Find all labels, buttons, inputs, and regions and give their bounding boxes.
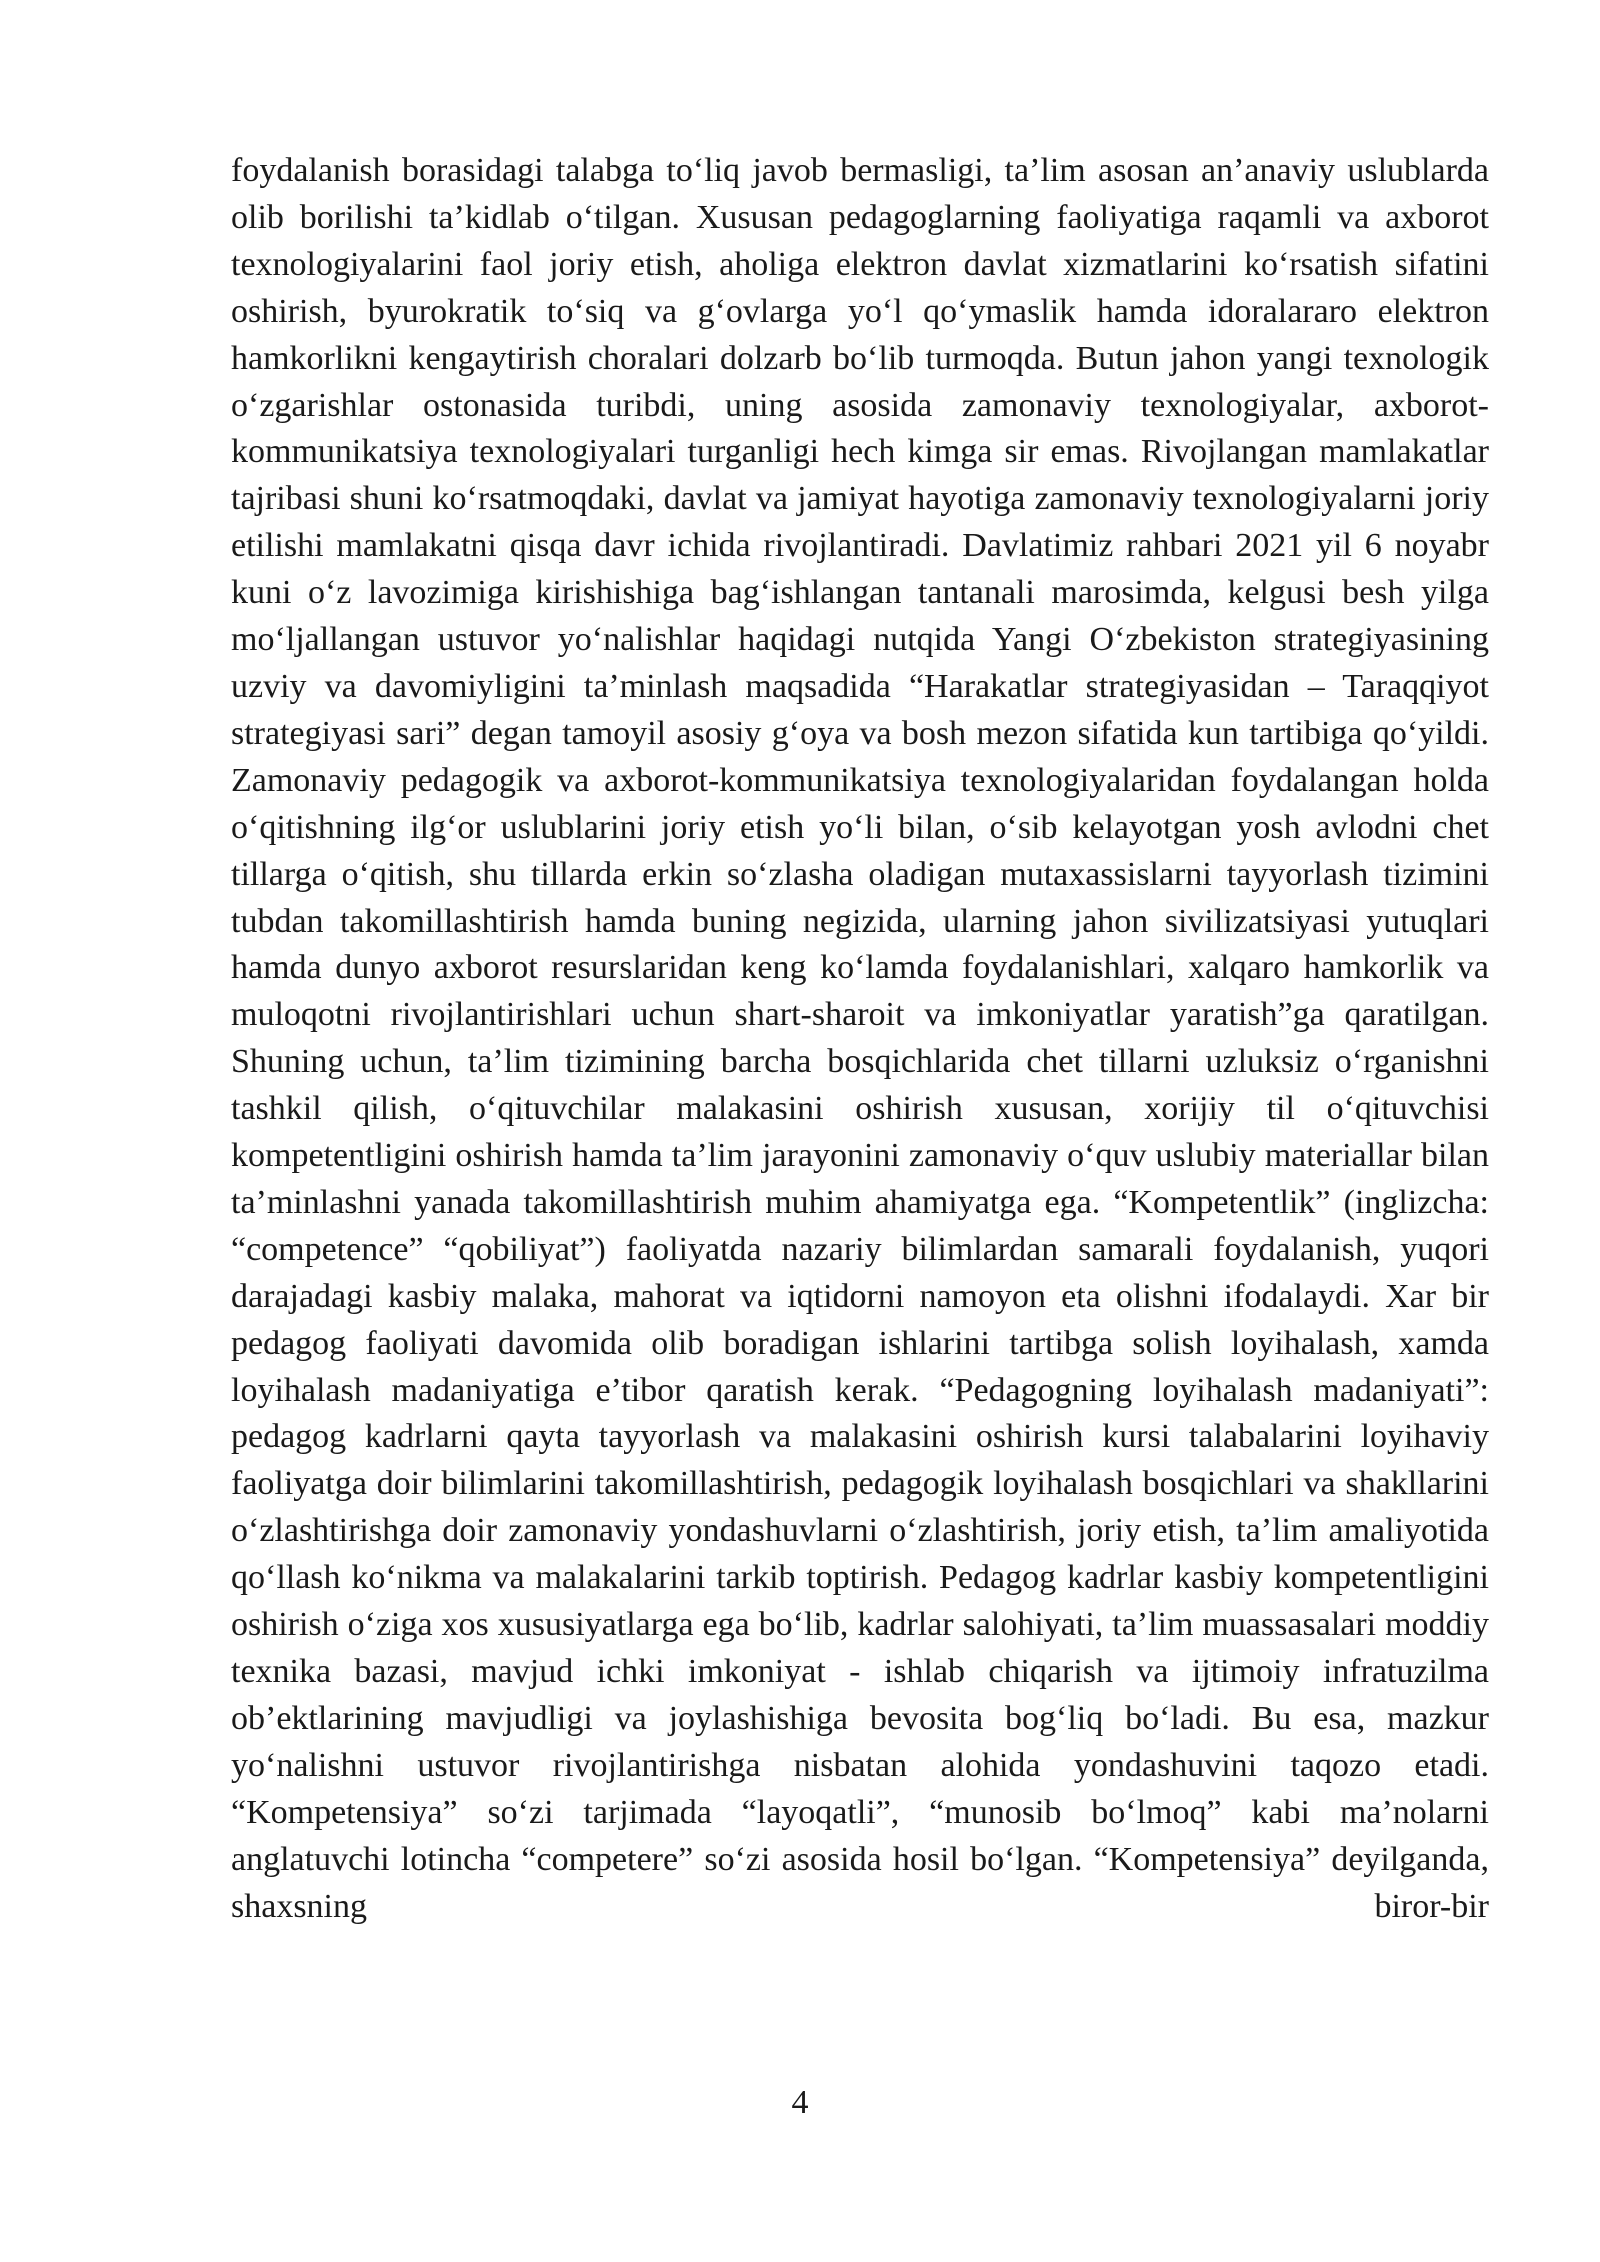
body-paragraph: foydalanish borasidagi talabga to‘liq javob bermasligi, ta’lim asosan an’anaviy uslublarda olib borilishi ta’kidlab o‘tilgan. Xususan pedagoglarning faoliyatiga raqamli va axborot texnologiyalarini faol joriy etish, aholiga elektron davlat xizmatlarini ko‘rsatish sifatini oshirish, byurokratik to‘siq va g‘ovlarga yo‘l qo‘ymaslik hamda idoralararo elektron hamkorlikni kengaytirish choralari dolzarb bo‘lib turmoqda. Butun jahon yangi texnologik o‘zgarishlar ostonasida turibdi, uning asosida zamonaviy texnologiyalar, axborot-kommunikatsiya texnologiyalari turganligi hech kimga sir emas. Rivojlangan mamlakatlar tajribasi shuni ko‘rsatmoqdaki, davlat va jamiyat hayotiga zamonaviy texnologiyalarni joriy etilishi mamlakatni qisqa davr ichida rivojlantiradi. Davlatimiz rahbari 2021 yil 6 noyabr kuni o‘z lavozimiga kirishishiga bag‘ishlangan tantanali marosimda, kelgusi besh yilga mo‘ljallangan ustuvor yo‘nalishlar haqidagi nutqida Yangi O‘zbekiston strategiyasining uzviy va davomiyligini ta’minlash maqsadida “Harakatlar strategiyasidan – Taraqqiyot strategiyasi sari” degan tamoyil asosiy g‘oya va bosh mezon sifatida kun tartibiga qo‘yildi. Zamonaviy pedagogik va axborot-kommunikatsiya texnologiyalaridan foydalangan holda o‘qitishning ilg‘or uslublarini joriy etish yo‘li bilan, o‘sib kelayotgan yosh avlodni chet tillarga o‘qitish, shu tillarda erkin so‘zlasha oladigan mutaxassislarni tayyorlash tizimini tubdan takomillashtirish hamda buning negizida, ularning jahon sivilizatsiyasi yutuqlari hamda dunyo axborot resurslaridan keng ko‘lamda foydalanishlari, xalqaro hamkorlik va muloqotni rivojlantirishlari uchun shart-sharoit va imkoniyatlar yaratish”ga qaratilgan. Shuning uchun, ta’lim tizimining barcha bosqichlarida chet tillarni uzluksiz o‘rganishni tashkil qilish, o‘qituvchilar malakasini oshirish xususan, xorijiy til o‘qituvchisi kompetentligini oshirish hamda ta’lim jarayonini zamonaviy o‘quv uslubiy materiallar bilan ta’minlashni yanada takomillashtirish muhim ahamiyatga ega. “Kompetentlik” (inglizcha: “competence” “qobiliyat”) faoliyatda nazariy bilimlardan samarali foydalanish, yuqori darajadagi kasbiy malaka, mahorat va iqtidorni namoyon eta olishni ifodalaydi. Xar bir pedagog faoliyati davomida olib boradigan ishlarini tartibga solish loyihalash, xamda loyihalash madaniyatiga e’tibor qaratish kerak. “Pedagogning loyihalash madaniyati”: pedagog kadrlarni qayta tayyorlash va malakasini oshirish kursi talabalarini loyihaviy faoliyatga doir bilimlarini takomillashtirish, pedagogik loyihalash bosqichlari va shakllarini o‘zlashtirishga doir zamonaviy yondashuvlarni o‘zlashtirish, joriy etish, ta’lim amaliyotida qo‘llash ko‘nikma va malakalarini tarkib toptirish. Pedagog kadrlar kasbiy kompetentligini oshirish o‘ziga xos xususiyatlarga ega bo‘lib, kadrlar salohiyati, ta’lim muassasalari moddiy texnika bazasi, mavjud ichki imkoniyat - ishlab chiqarish va ijtimoiy infratuzilma ob’ektlarining mavjudligi va joylashishiga bevosita bog‘liq bo‘ladi. Bu esa, mazkur yo‘nalishni ustuvor rivojlantirishga nisbatan alohida yondashuvini taqozo etadi. “Kompetensiya” so‘zi tarjimada “layoqatli”, “munosib bo‘lmoq” kabi ma’nolarni anglatuvchi lotincha “competere” so‘zi asosida hosil bo‘lgan. “Kompetensiya” deyilganda, shaxsning biror-bir: [231, 152, 1489, 1925]
page-number: 4: [791, 2084, 809, 2121]
